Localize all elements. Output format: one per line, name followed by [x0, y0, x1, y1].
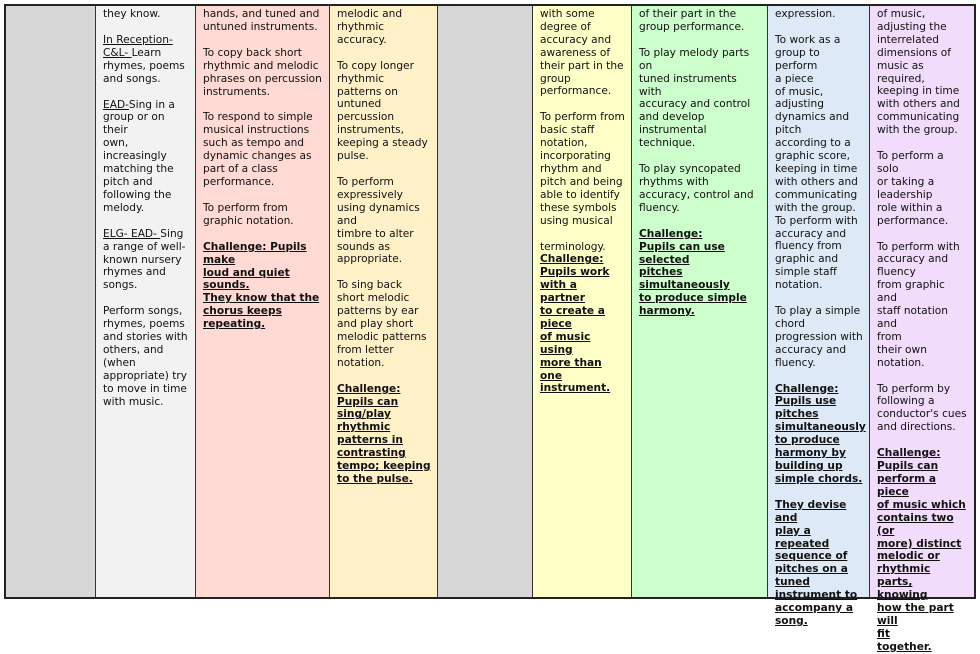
paragraph-text: expression. [775, 8, 836, 20]
cell-paragraph [203, 111, 323, 188]
cell-paragraph [540, 253, 625, 395]
column-c1 [6, 6, 96, 597]
paragraph-text: To sing back short melodic patterns by ear and play short melodic patterns from letter notation. [337, 279, 427, 369]
challenge-text: Challenge: Pupils use pitches simultaneously to produce harmony by building up simple chords. [775, 382, 866, 485]
challenge-text: Challenge: Pupils make loud and quiet sounds. They know that the chorus keeps repeating. [203, 240, 320, 331]
column-c6 [533, 6, 632, 597]
cell-paragraph [103, 305, 189, 408]
paragraph-text: of music, adjusting the interrelated dimensions of music as required, keeping in time with others and communicating with the group. [877, 8, 960, 137]
cell-paragraph [639, 163, 761, 215]
challenge-text: Challenge: Pupils can perform a piece of music which contains two (or more) distinct melodic or rhythmic parts, knowing how the part will fit together. [877, 447, 966, 653]
paragraph-heading: In Reception- C&L- [103, 33, 173, 59]
paragraph-text: To perform by following a conductor's cues and directions. [877, 382, 967, 434]
paragraph-text: with some degree of accuracy and awareness of their part in the group performance. [540, 8, 624, 98]
challenge-text: Challenge: Pupils can sing/play rhythmic patterns in contrasting tempo; keeping to the pulse. [337, 382, 431, 485]
cell-paragraph [540, 111, 625, 227]
cell-paragraph [877, 447, 968, 654]
cell-paragraph [103, 228, 189, 293]
paragraph-text: Learn rhymes, poems and songs. [103, 46, 185, 85]
column-c7 [632, 6, 768, 597]
paragraph-text: To perform expressively using dynamics and timbre to alter sounds as appropriate. [337, 175, 420, 266]
cell-paragraph [775, 8, 863, 21]
challenge-text: Challenge: Pupils work with a partner to create a piece of music using more than one instrument. [540, 253, 611, 395]
column-c3 [196, 6, 330, 597]
challenge-text: Challenge: Pupils can use selected pitches simultaneously to produce simple harmony. [639, 227, 747, 318]
column-c9 [870, 6, 974, 653]
paragraph-text: To copy longer rhythmic patterns on untuned percussion instruments, keeping a steady pulse. [337, 59, 428, 163]
paragraph-text: To perform with accuracy and fluency from graphic and staff notation and from their own notation. [877, 240, 960, 369]
paragraph-heading: EAD- [103, 98, 129, 111]
cell-paragraph [877, 383, 968, 435]
paragraph-text: Sing a range of well- known nursery rhymes and songs. [103, 227, 186, 292]
paragraph-text: Perform songs, rhymes, poems and stories with others, and (when appropriate) try to move in time with music. [103, 305, 188, 408]
paragraph-text: To work as a group to perform a piece of music, adjusting dynamics and pitch according to a graphic score, keeping in time with others and communicating with the group. To perform with accuracy and fluency from graphic and simple staff notation. [775, 33, 858, 292]
paragraph-text: To play a simple chord progression with accuracy and fluency. [775, 305, 863, 369]
cell-paragraph [203, 47, 323, 99]
paragraph-text: To play syncopated rhythms with accuracy, control and fluency. [639, 163, 754, 214]
cell-paragraph [775, 499, 863, 628]
cell-paragraph [103, 8, 189, 21]
cell-paragraph [203, 8, 323, 34]
curriculum-table [4, 4, 976, 653]
cell-paragraph [337, 60, 431, 163]
cell-paragraph [639, 47, 761, 150]
paragraph-text: hands, and tuned and untuned instruments. [203, 8, 320, 33]
column-c5 [438, 6, 533, 597]
paragraph-text: To perform from basic staff notation, incorporating rhythm and pitch and being able to identify these symbols using musical [540, 111, 625, 227]
paragraph-text: they know. [103, 8, 161, 20]
column-c2 [96, 6, 196, 597]
cell-paragraph [639, 8, 761, 34]
column-c4 [330, 6, 438, 597]
paragraph-text: To respond to simple musical instructions such as tempo and dynamic changes as part of a class performance. [203, 111, 313, 188]
cell-paragraph [540, 241, 625, 254]
paragraph-text: melodic and rhythmic accuracy. [337, 8, 403, 46]
paragraph-text: Sing in a group or on their own, increasingly matching the pitch and following the melody. [103, 98, 175, 214]
cell-paragraph [639, 228, 761, 318]
challenge-text: They devise and play a repeated sequence of pitches on a tuned instrument to accompany a song. [775, 498, 858, 627]
cell-paragraph [775, 34, 863, 292]
cell-paragraph [775, 305, 863, 370]
paragraph-heading: ELG- EAD- [103, 227, 161, 240]
column-c8 [768, 6, 870, 627]
paragraph-text: To copy back short rhythmic and melodic phrases on percussion instruments. [203, 46, 322, 98]
cell-paragraph [203, 202, 323, 228]
paragraph-text: To play melody parts on tuned instruments with accuracy and control and develop instrumental technique. [639, 46, 751, 150]
cell-paragraph [877, 8, 968, 137]
cell-paragraph [775, 382, 866, 486]
cell-paragraph [337, 383, 431, 486]
paragraph-text: terminology. [540, 240, 606, 253]
paragraph-text: of their part in the group performance. [639, 8, 745, 33]
cell-paragraph [337, 176, 431, 266]
cell-paragraph [103, 34, 189, 86]
cell-paragraph [103, 99, 189, 215]
cell-paragraph [337, 8, 431, 47]
cell-paragraph [877, 241, 968, 370]
paragraph-text: To perform a solo or taking a leadership role within a performance. [877, 150, 949, 227]
cell-paragraph [203, 241, 323, 331]
paragraph-text: To perform from graphic notation. [203, 201, 294, 227]
cell-paragraph [540, 8, 625, 98]
cell-paragraph [877, 150, 968, 227]
cell-paragraph [337, 279, 431, 369]
